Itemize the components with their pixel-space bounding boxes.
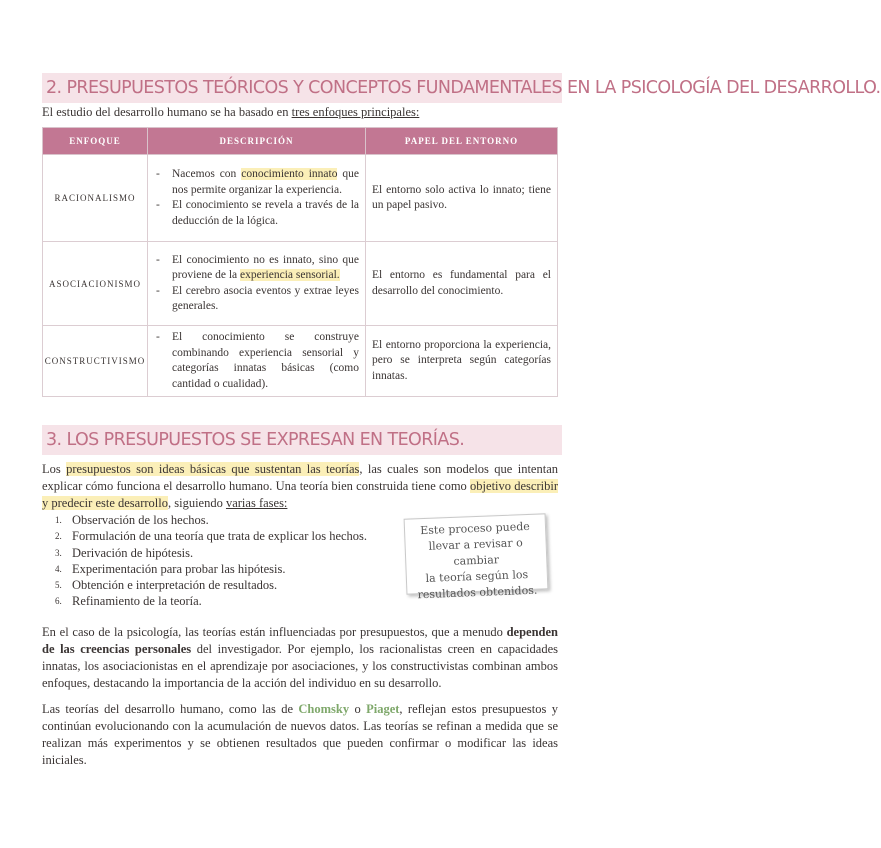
list-text: Derivación de hipótesis. [72, 545, 194, 560]
list-number: 2. [55, 531, 62, 542]
list-number: 5. [55, 580, 62, 591]
table-header-row [43, 128, 558, 155]
note-line: resultados obtenidos. [417, 583, 538, 602]
section-heading-text: 3. LOS PRESUPUESTOS SE EXPRESAN EN TEORÍAS. [46, 430, 465, 450]
paragraph-text: , siguiendo [167, 496, 226, 510]
list-text: Experimentación para probar las hipótesis. [72, 561, 286, 576]
approach-description [148, 242, 366, 326]
paragraph-text: o [349, 702, 367, 716]
description-text: El conocimiento se construye combinando experiencia sensorial y categorías innatas básicas (como cantidad o cualidad). [172, 331, 359, 390]
description-text: El conocimiento no es innato, sino que proviene de la [172, 253, 359, 281]
note-line: la teoría según los [425, 568, 529, 585]
side-note-box [404, 513, 549, 602]
list-number: 3. [55, 547, 62, 558]
list-item [42, 577, 367, 593]
environment-role: El entorno es fundamental para el desarrollo del conocimiento. [366, 242, 558, 326]
table-row-asociacionismo [43, 242, 558, 326]
paragraph-text: , las cuales son modelos que intentan explicar cómo funciona el desarrollo humano. Una teoría bien construida tiene como [42, 462, 558, 493]
highlighted-term: experiencia sensorial. [240, 269, 340, 281]
description-text: El cerebro asocia eventos y extrae leyes generales. [172, 284, 359, 312]
bold-text: dependen de las creencias personales [42, 625, 558, 656]
environment-role: El entorno proporciona la experiencia, pero se interpreta según categorías innatas. [366, 326, 558, 397]
phases-list [42, 512, 367, 610]
highlighted-term: conocimiento innato [241, 168, 338, 180]
section-heading-presupuestos [42, 73, 881, 103]
approach-description [148, 155, 366, 242]
section-heading-teorias [42, 425, 562, 455]
list-item [42, 528, 367, 544]
list-text: Obtención e interpretación de resultados. [72, 578, 278, 593]
paragraph-text: , reflejan estos presupuestos y continúan evolucionando con la acumulación de nuevos datos. Las teorías se refinan a medida que se realizan más experimentos y se obtienen resultados que pueden confirmar o modificar las ideas iniciales. [42, 702, 558, 767]
description-text: El conocimiento se revela a través de la deducción de la lógica. [172, 199, 359, 227]
description-item: - Nacemos con conocimiento innato que nos permite organizar la experiencia. [156, 168, 359, 196]
list-item [42, 512, 367, 528]
description-item: - El conocimiento se revela a través de la deducción de la lógica. [156, 198, 359, 229]
note-line: Este proceso puede [419, 519, 531, 538]
list-item [42, 545, 367, 561]
approach-name: CONSTRUCTIVISMO [43, 326, 148, 397]
note-line: llevar a revisar o cambiar [428, 536, 523, 568]
approach-description [148, 326, 366, 397]
table-row-racionalismo [43, 155, 558, 242]
description-item: - El cerebro asocia eventos y extrae leyes generales. [156, 284, 359, 315]
highlighted-text: presupuestos son ideas básicas que sustentan las teorías [66, 462, 360, 476]
list-number: 4. [55, 563, 62, 574]
paragraph-presupuestos [42, 461, 558, 512]
list-item [42, 593, 367, 609]
paragraph-teorias-desarrollo [42, 701, 558, 769]
column-header-descripcion: DESCRIPCIÓN [148, 128, 366, 155]
approach-name: ASOCIACIONISMO [43, 242, 148, 326]
highlighted-text: objetivo describir y predecir este desarrollo [42, 479, 558, 510]
author-name-chomsky: Chomsky [298, 702, 350, 716]
list-number: 1. [55, 515, 62, 525]
author-name-piaget: Piaget [366, 702, 400, 716]
section-heading-text: 2. PRESUPUESTOS TEÓRICOS Y CONCEPTOS FUNDAMENTALES EN LA PSICOLOGÍA DEL DESARROLLO. [46, 78, 881, 98]
description-item: - El conocimiento se construye combinando experiencia sensorial y categorías innatas básicas (como cantidad o cualidad). [156, 330, 359, 392]
paragraph-text: del investigador. Por ejemplo, los racionalistas creen en capacidades innatas, los asociacionistas en el aprendizaje por asociaciones, y los constructivistas combinan ambos enfoques, destacando la importancia de la acción del individuo en su desarrollo. [42, 642, 558, 690]
list-text: Observación de los hechos. [72, 513, 209, 527]
list-text: Refinamiento de la teoría. [72, 594, 202, 609]
underlined-text: varias fases: [225, 496, 288, 510]
description-text: que nos permite organizar la experiencia. [172, 168, 359, 196]
description-item: - El conocimiento no es innato, sino que proviene de la experiencia sensorial. [156, 253, 359, 281]
list-item [42, 561, 367, 577]
list-number: 6. [55, 596, 62, 607]
approaches-table [42, 127, 558, 397]
approach-name: RACIONALISMO [43, 155, 148, 242]
paragraph-text: Las teorías del desarrollo humano, como las de [42, 702, 299, 716]
paragraph-psicologia [42, 624, 558, 692]
intro-text-underlined: tres enfoques principales: [291, 105, 420, 119]
intro-text [42, 105, 419, 120]
list-text: Formulación de una teoría que trata de explicar los hechos. [72, 529, 368, 544]
table-row-constructivismo [43, 326, 558, 397]
paragraph-text: Los [42, 462, 67, 476]
column-header-papel-entorno: PAPEL DEL ENTORNO [366, 128, 558, 155]
environment-role: El entorno solo activa lo innato; tiene un papel pasivo. [366, 155, 558, 242]
paragraph-text: En el caso de la psicología, las teorías están influenciadas por presupuestos, que a menudo [42, 625, 507, 639]
intro-text-a: El estudio del desarrollo humano se ha basado en [42, 105, 292, 119]
description-text: Nacemos con [172, 168, 242, 180]
column-header-enfoque: ENFOQUE [43, 128, 148, 155]
